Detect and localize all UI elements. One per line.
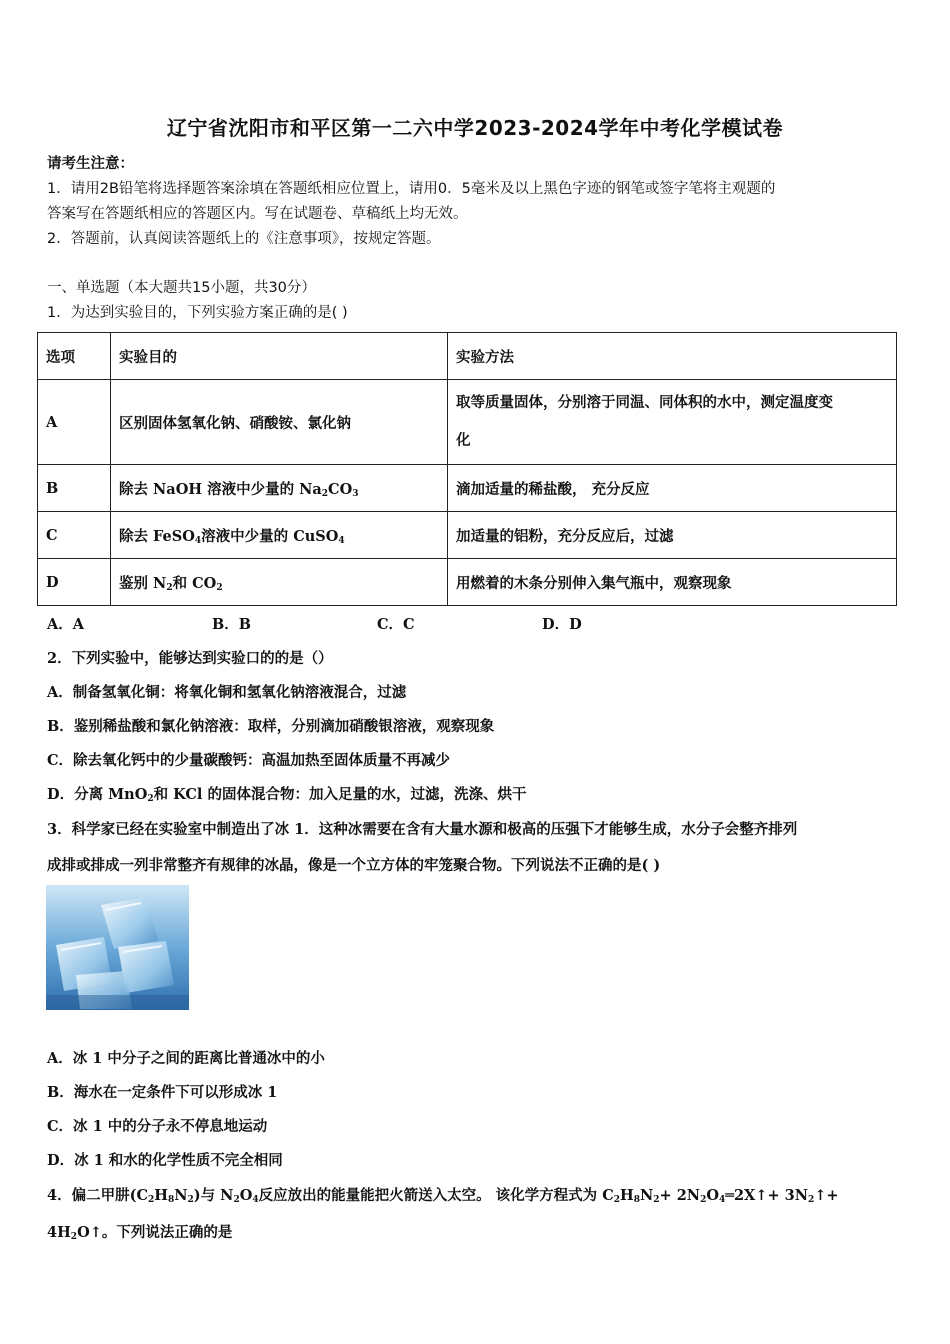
- row-option: B: [38, 465, 111, 512]
- row-method: [448, 380, 897, 465]
- subscript: 2: [233, 1195, 240, 1205]
- text-part: O: [239, 1187, 253, 1204]
- table-row: [38, 559, 897, 606]
- subscript: 2: [700, 1195, 707, 1205]
- row-method: 滴加适量的稀盐酸， 充分反应: [448, 465, 897, 512]
- q1-option-c: C．C: [377, 616, 415, 633]
- subscript: 8: [633, 1195, 640, 1205]
- subscript: 4: [194, 535, 202, 546]
- q3-option-c: C．冰 1 中的分子永不停息地运动: [47, 1118, 268, 1135]
- q3-option-d: D．冰 1 和水的化学性质不完全相同: [47, 1152, 283, 1169]
- q1-option-b: B．B: [212, 616, 252, 633]
- q3-option-b: B．海水在一定条件下可以形成冰 1: [47, 1084, 278, 1101]
- text-part: N: [639, 1187, 654, 1204]
- row-purpose: [111, 559, 448, 606]
- subscript: 2: [166, 582, 173, 593]
- text-part: H: [154, 1187, 168, 1204]
- q1-option-d: D．D: [542, 616, 582, 633]
- q3-option-a: A．冰 1 中分子之间的距离比普通冰中的小: [47, 1050, 325, 1067]
- text-part: + 2N: [659, 1187, 701, 1204]
- q2-stem: 2．下列实验中，能够达到实验口的的是（）: [47, 650, 333, 667]
- text-part: CO: [328, 480, 353, 498]
- q2-option-a: A．制备氢氧化铜：将氧化铜和氢氧化钠溶液混合，过滤: [47, 684, 407, 701]
- row-option: C: [38, 512, 111, 559]
- q4-stem-line-2: [47, 1221, 232, 1242]
- row-method-line-1: 取等质量固体，分别溶于同温、同体积的水中，测定温度变: [456, 394, 833, 411]
- text-part: D．分离 MnO: [47, 786, 148, 803]
- text-part: ↑+: [814, 1187, 839, 1204]
- q1-option-a: A．A: [47, 616, 85, 633]
- row-purpose: [111, 512, 448, 559]
- subscript: 2: [808, 1195, 815, 1205]
- subscript: 4: [252, 1195, 259, 1205]
- notice-heading: 请考生注意：: [47, 156, 134, 172]
- table-header-row: [38, 333, 897, 380]
- row-method-line-2: 化: [456, 432, 471, 449]
- text-part: 和 KCl 的固体混合物：加入足量的水，过滤，洗涤、烘干: [153, 786, 527, 803]
- q1-table: [37, 332, 897, 606]
- q3-stem-line-1: 3．科学家已经在实验室中制造出了冰 1．这种冰需要在含有大量水源和极高的压强下才能够生成，水分子会整齐排列: [47, 821, 798, 838]
- text-part: 溶液中少量的 CuSO: [201, 527, 339, 545]
- table-row: [38, 465, 897, 512]
- q2-option-c: C．除去氧化钙中的少量碳酸钙：高温加热至固体质量不再减少: [47, 752, 451, 769]
- subscript: 2: [70, 1232, 78, 1242]
- subscript: 2: [187, 1195, 194, 1205]
- subscript: 3: [352, 488, 359, 499]
- subscript: 8: [167, 1195, 175, 1205]
- table-row: [38, 512, 897, 559]
- subscript: 2: [321, 488, 329, 499]
- section-heading: 一、单选题（本大题共15小题，共30分）: [47, 280, 316, 296]
- text-part: O: [706, 1187, 719, 1204]
- q1-stem: 1．为达到实验目的，下列实验方案正确的是( ): [47, 305, 348, 321]
- row-method: 用燃着的木条分别伸入集气瓶中，观察现象: [448, 559, 897, 606]
- q4-stem-line-1: [47, 1184, 839, 1205]
- subscript: 4: [338, 535, 345, 546]
- ice-cube-image: [46, 885, 189, 1010]
- text-part: )与 N: [193, 1187, 234, 1204]
- row-option: D: [38, 559, 111, 606]
- q2-option-b: B．鉴别稀盐酸和氯化钠溶液：取样，分别滴加硝酸银溶液，观察现象: [47, 718, 495, 735]
- text-part: ═2X↑+ 3N: [725, 1187, 808, 1204]
- header-method: 实验方法: [448, 333, 897, 380]
- subscript: 2: [216, 582, 223, 593]
- subscript: 4: [718, 1195, 726, 1205]
- text-part: 除去 NaOH 溶液中少量的 Na: [119, 480, 322, 498]
- text-part: 除去 FeSO: [119, 527, 195, 545]
- notice-line-1: 1．请用2B铅笔将选择题答案涂填在答题纸相应位置上，请用0．5毫米及以上黑色字迹的钢笔或签字笔将主观题的: [47, 181, 776, 197]
- subscript: 2: [148, 1195, 155, 1205]
- text-part: N: [174, 1187, 188, 1204]
- page-title: 辽宁省沈阳市和平区第一二六中学2023-2024学年中考化学模试卷: [166, 116, 784, 140]
- notice-line-2: 答案写在答题纸相应的答题区内。写在试题卷、草稿纸上均无效。: [47, 206, 468, 222]
- text-part: 反应放出的能量能把火箭送入太空。 该化学方程式为 C: [258, 1187, 614, 1204]
- row-method: 加适量的铝粉，充分反应后，过滤: [448, 512, 897, 559]
- row-purpose: 区别固体氢氧化钠、硝酸铵、氯化钠: [111, 380, 448, 465]
- header-purpose: 实验目的: [111, 333, 448, 380]
- text-part: 4．偏二甲肼(C: [47, 1187, 148, 1204]
- text-part: 4H: [47, 1224, 71, 1241]
- subscript: 2: [653, 1195, 660, 1205]
- row-purpose: [111, 465, 448, 512]
- text-part: 和 CO: [172, 574, 217, 592]
- subscript: 2: [613, 1195, 621, 1205]
- text-part: H: [620, 1187, 634, 1204]
- text-part: 鉴别 N: [119, 574, 167, 592]
- q3-stem-line-2: 成排或排成一列非常整齐有规律的冰晶，像是一个立方体的牢笼聚合物。下列说法不正确的是( ): [47, 857, 661, 874]
- table-row: [38, 380, 897, 465]
- notice-line-3: 2．答题前，认真阅读答题纸上的《注意事项》，按规定答题。: [47, 231, 441, 247]
- row-option: A: [38, 380, 111, 465]
- subscript: 2: [147, 794, 154, 804]
- q2-option-d: [47, 783, 526, 804]
- header-option: 选项: [38, 333, 111, 380]
- text-part: O↑。下列说法正确的是: [77, 1224, 233, 1241]
